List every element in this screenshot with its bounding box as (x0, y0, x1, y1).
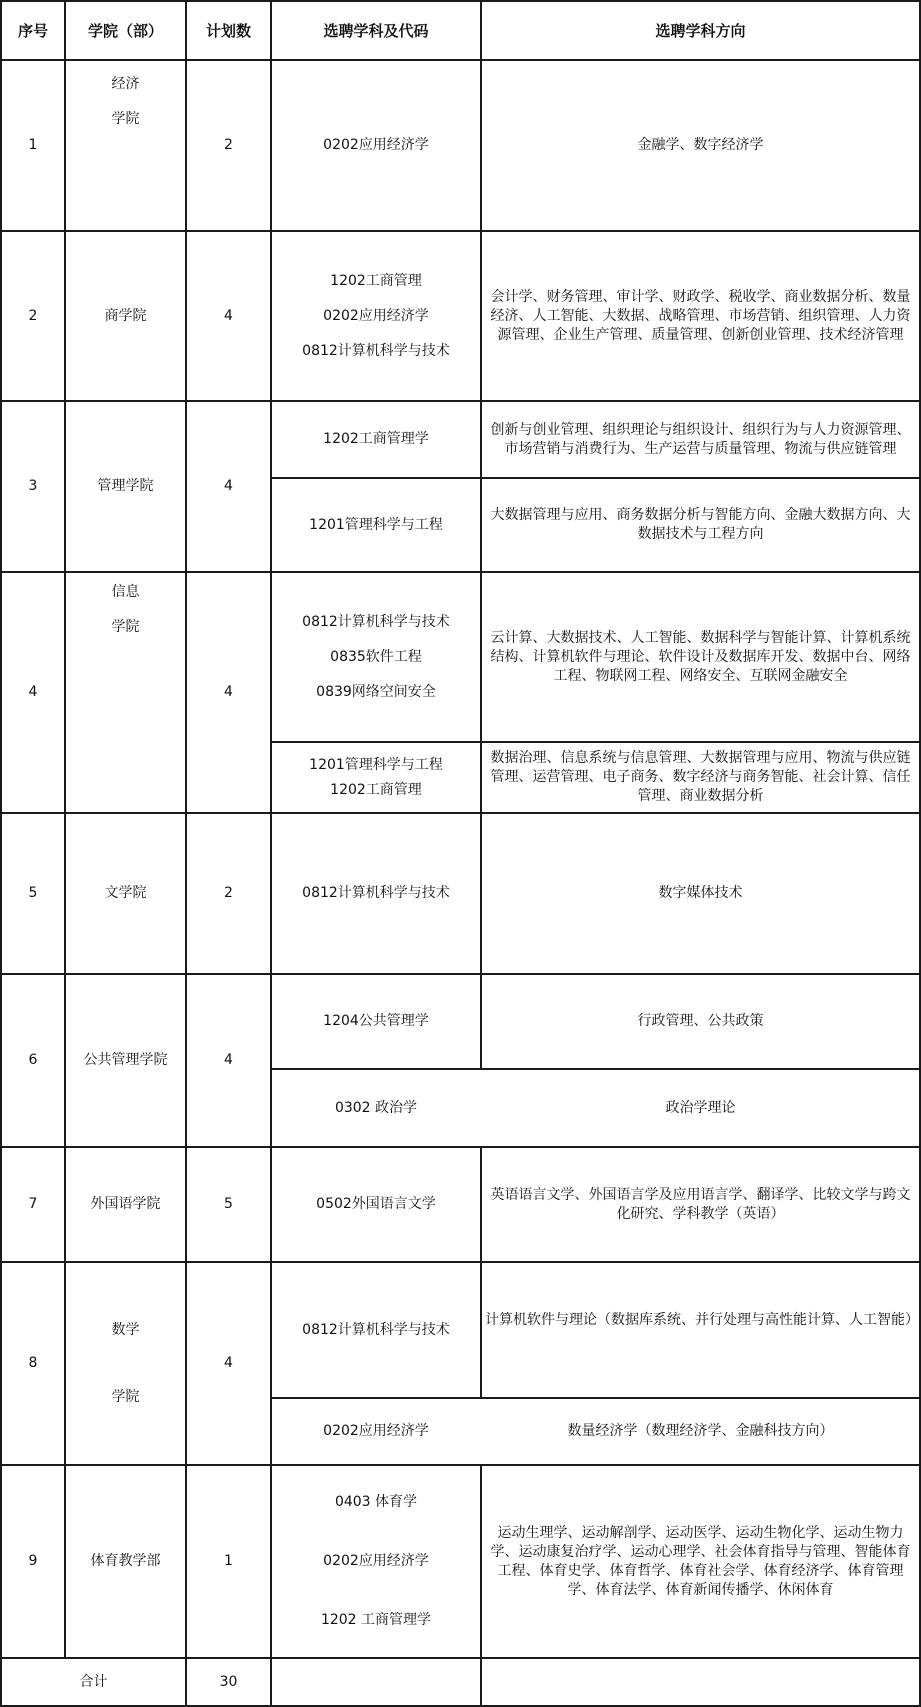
subject-code: 1202 工商管理学 (320, 1612, 432, 1628)
row-college: 体育教学部 (90, 1553, 161, 1569)
row-college: 商学院 (104, 307, 147, 324)
row-direction: 政治学理论 (665, 1099, 736, 1116)
college-line: 信息 (111, 584, 140, 600)
row-direction: 云计算、大数据技术、人工智能、数据科学与智能计算、计算机系统结构、计算机软件与理论、软件设计及数据库开发、数据中台、网络工程、物联网工程、网络安全、互联网金融安全 (490, 629, 911, 684)
college-line: 学院 (111, 1388, 140, 1405)
header-seq: 序号 (17, 22, 48, 40)
total-label: 合计 (79, 1673, 108, 1690)
row-plan: 2 (224, 137, 233, 153)
row-seq: 5 (28, 885, 38, 901)
header-direction: 选聘学科方向 (655, 22, 746, 40)
row-direction: 数据治理、信息系统与信息管理、大数据管理与应用、物流与供应链管理、运营管理、电子商务、数字经济与商务智能、社会计算、信任管理、商业数据分析 (490, 750, 911, 804)
row-college: 公共管理学院 (83, 1052, 168, 1068)
row-seq: 4 (28, 684, 38, 700)
row-college: 文学院 (104, 885, 147, 901)
college-line: 学院 (111, 111, 140, 127)
row-subject: 0812计算机科学与技术 (302, 1321, 450, 1338)
row-subject (272, 1466, 480, 1657)
total-empty-subject (272, 1659, 480, 1705)
subject-code: 0839网络空间安全 (316, 683, 436, 700)
college-line: 学院 (111, 619, 140, 635)
header-plan: 计划数 (205, 22, 251, 40)
row-direction: 大数据管理与应用、商务数据分析与智能方向、金融大数据方向、大数据技术与工程方向 (490, 507, 911, 542)
subject-code: 0202应用经济学 (323, 1553, 429, 1569)
row-college (66, 573, 185, 812)
row-subject: 1202工商管理学 (323, 431, 429, 447)
row-college (66, 1263, 185, 1464)
row-plan: 4 (224, 478, 233, 494)
row-subject: 0502外国语言文学 (316, 1196, 436, 1212)
row-subject (272, 573, 480, 741)
row-direction: 英语语言文学、外国语言学及应用语言学、翻译学、比较文学与跨文化研究、学科教学（英语） (490, 1186, 911, 1222)
row-seq: 6 (28, 1052, 38, 1068)
subject-code: 0202应用经济学 (323, 307, 429, 324)
row-plan: 4 (224, 1355, 233, 1371)
row-subject: 0812计算机科学与技术 (302, 885, 450, 901)
total-empty-direction (482, 1659, 919, 1705)
row-seq: 2 (28, 307, 38, 324)
row-plan: 1 (224, 1553, 233, 1569)
row-plan: 5 (224, 1196, 233, 1212)
row-subject: 1204公共管理学 (323, 1013, 429, 1029)
college-line: 经济 (111, 76, 140, 92)
row-college (66, 61, 185, 230)
header-college: 学院（部） (87, 22, 163, 40)
row-subject: 0202应用经济学 (323, 1423, 429, 1439)
row-plan: 4 (224, 1052, 233, 1068)
row-subject (272, 61, 480, 230)
row-direction: 数量经济学（数理经济学、金融科技方向） (567, 1423, 834, 1439)
row-seq: 9 (28, 1553, 38, 1569)
row-plan: 4 (224, 307, 233, 324)
row-seq: 3 (28, 478, 38, 494)
row-direction: 会计学、财务管理、审计学、财政学、税收学、商业数据分析、数量经济、人工智能、大数据、战略管理、市场营销、组织管理、人力资源管理、企业生产管理、质量管理、创新创业管理、技术经济管理 (490, 288, 911, 343)
subject-code: 0812计算机科学与技术 (302, 342, 450, 359)
row-seq: 8 (28, 1355, 38, 1371)
row-seq: 7 (28, 1196, 38, 1212)
total-plan: 30 (219, 1673, 238, 1690)
subject-code: 0812计算机科学与技术 (302, 613, 450, 630)
college-line: 数学 (111, 1321, 140, 1338)
row-direction: 金融学、数字经济学 (637, 137, 764, 153)
row-college: 管理学院 (97, 478, 154, 494)
subject-code: 0202应用经济学 (323, 137, 429, 153)
row-plan: 2 (224, 885, 233, 901)
subject-code: 1202工商管理 (330, 781, 422, 798)
row-plan: 4 (224, 684, 233, 700)
row-direction: 计算机软件与理论（数据库系统、并行处理与高性能计算、人工智能） (485, 1312, 919, 1328)
subject-code: 0403 体育学 (334, 1494, 418, 1510)
row-direction: 行政管理、公共政策 (637, 1013, 764, 1029)
row-subject (272, 232, 480, 400)
row-subject: 0302 政治学 (334, 1099, 418, 1116)
row-college: 外国语学院 (90, 1196, 161, 1212)
row-direction: 数字媒体技术 (658, 885, 743, 901)
row-subject (272, 743, 480, 812)
subject-code: 1201管理科学与工程 (309, 756, 443, 773)
header-subject: 选聘学科及代码 (323, 22, 429, 40)
subject-code: 1202工商管理 (330, 272, 422, 289)
row-seq: 1 (28, 137, 38, 153)
row-direction: 创新与创业管理、组织理论与组织设计、组织行为与人力资源管理、市场营销与消费行为、生产运营与质量管理、物流与供应链管理 (490, 421, 911, 457)
row-direction: 运动生理学、运动解剖学、运动医学、运动生物化学、运动生物力学、运动康复治疗学、运动心理学、社会体育指导与管理、智能体育工程、体育史学、体育哲学、体育社会学、体育经济学、体育管理学、体育法学、体育新闻传播学、休闲体育 (490, 1524, 911, 1598)
row-subject: 1201管理科学与工程 (309, 516, 443, 533)
subject-code: 0835软件工程 (330, 648, 422, 665)
